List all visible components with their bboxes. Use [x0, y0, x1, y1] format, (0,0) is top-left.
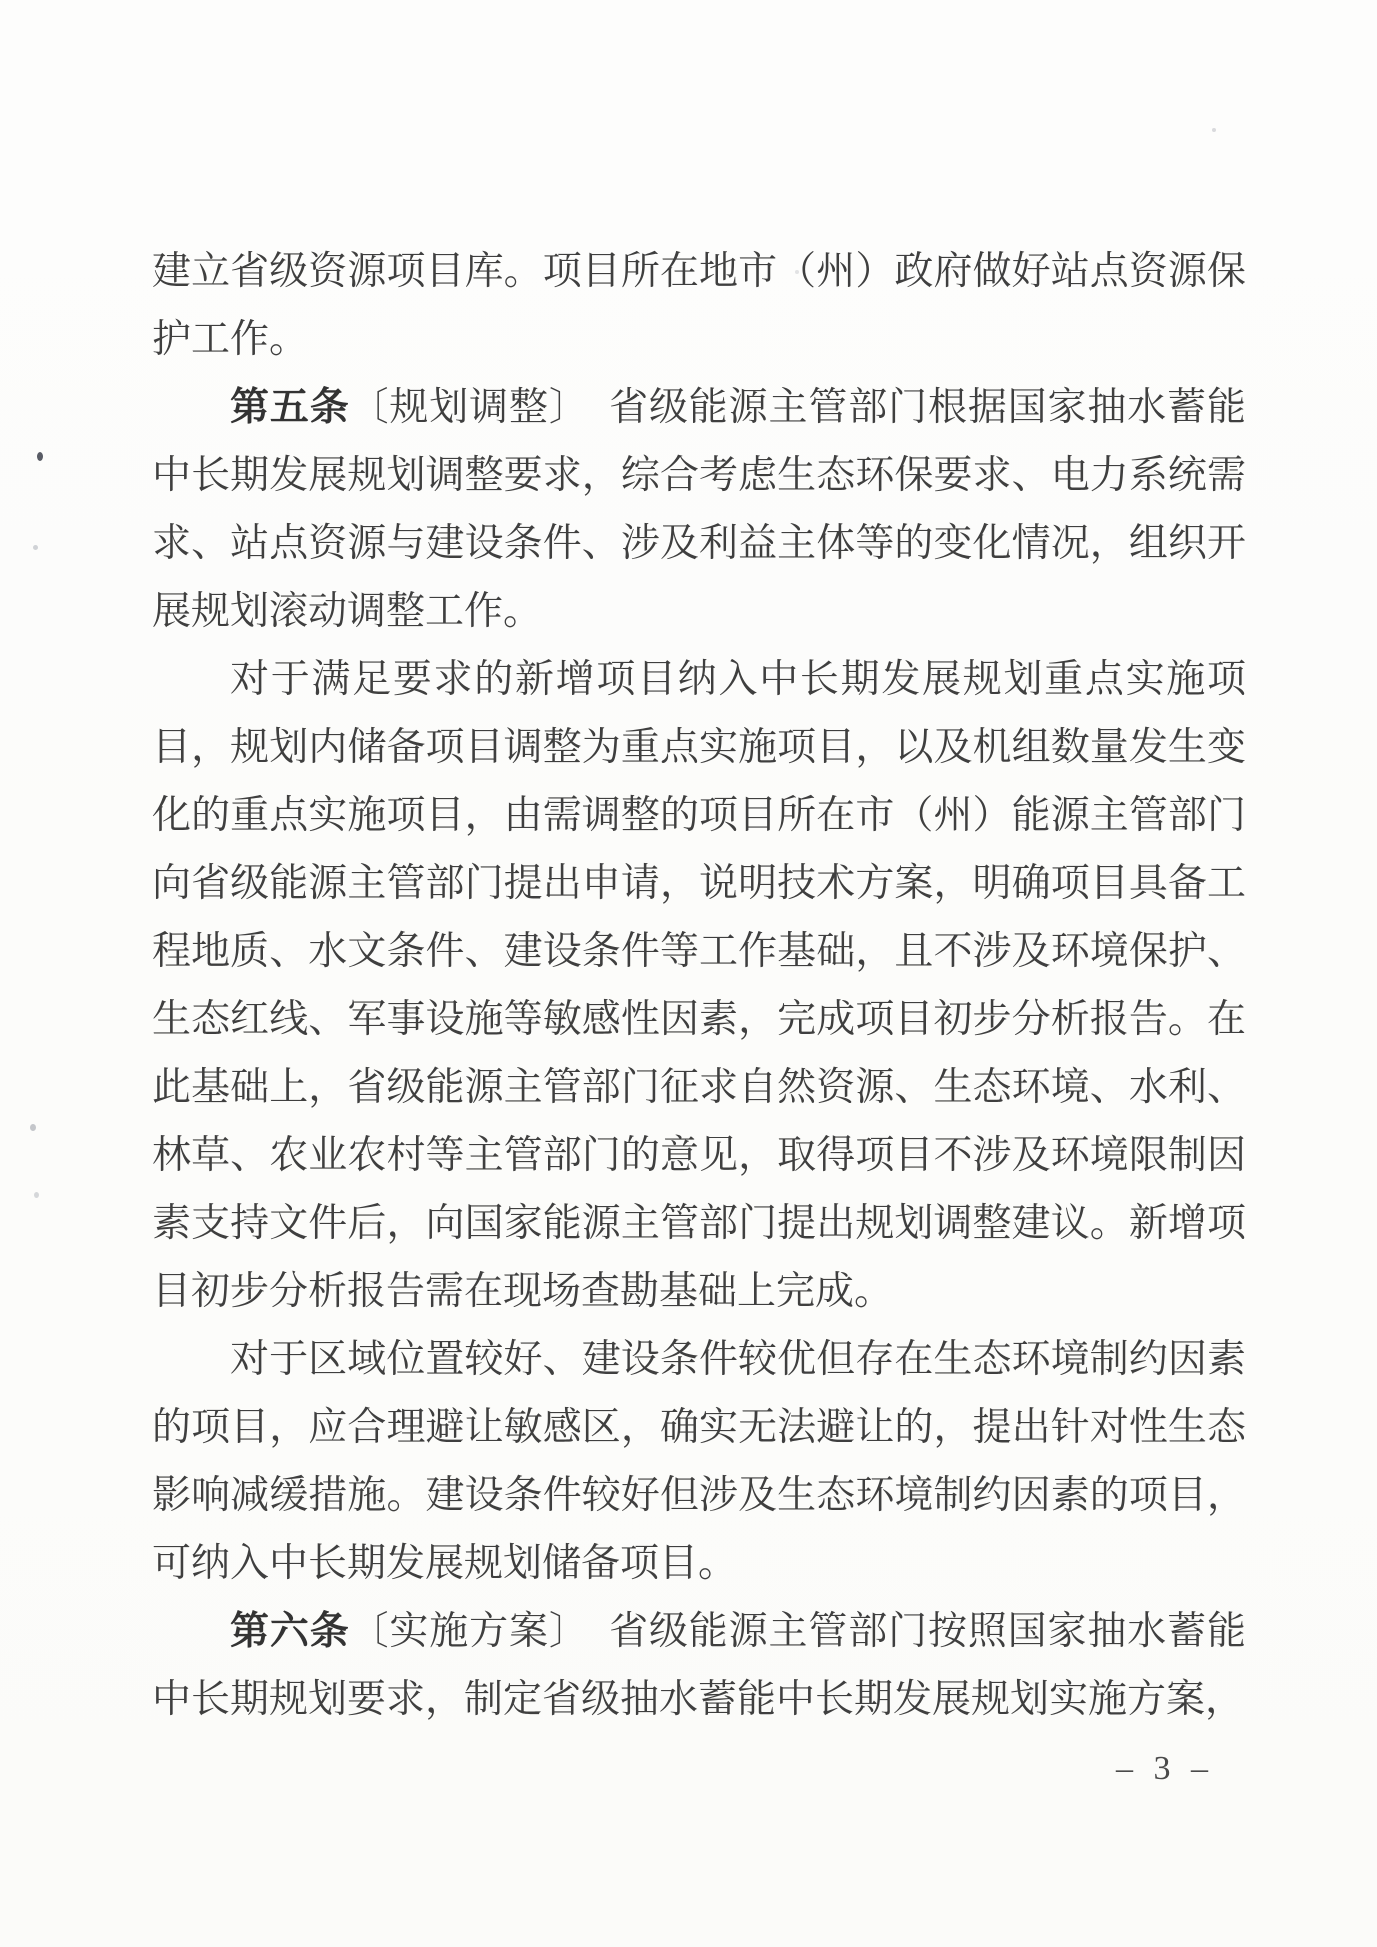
article-number: 第六条 — [230, 1610, 350, 1653]
paragraph-text: 〔实施方案〕 省级能源主管部门按照国家抽水蓄能中长期规划要求，制定省级抽水蓄能中长期发展规划实施方案， — [152, 1610, 1246, 1721]
paragraph-text: 〔规划调整〕 省级能源主管部门根据国家抽水蓄能中长期发展规划调整要求，综合考虑生态环保要求、电力系统需求、站点资源与建设条件、涉及利益主体等的变化情况，组织开展规划滚动调整工作。 — [152, 386, 1246, 633]
paragraph-text: 建立省级资源项目库。项目所在地市（州）政府做好站点资源保护工作。 — [152, 250, 1246, 361]
paragraph-continuation — [152, 238, 1246, 374]
scan-speck — [30, 1124, 36, 1131]
paragraph-eco-constraint — [152, 1326, 1246, 1598]
article-number: 第五条 — [230, 386, 350, 429]
text-column — [152, 238, 1246, 1734]
scan-speck — [37, 452, 43, 461]
paragraph-article-5 — [152, 374, 1246, 646]
paragraph-text: 对于区域位置较好、建设条件较优但存在生态环境制约因素的项目，应合理避让敏感区，确实无法避让的，提出针对性生态影响减缓措施。建设条件较好但涉及生态环境制约因素的项目，可纳入中长期发展规划储备项目。 — [152, 1338, 1246, 1585]
paragraph-adjustment-procedure — [152, 646, 1246, 1326]
paragraph-text: 对于满足要求的新增项目纳入中长期发展规划重点实施项目，规划内储备项目调整为重点实施项目，以及机组数量发生变化的重点实施项目，由需调整的项目所在市（州）能源主管部门向省级能源主管部门提出申请，说明技术方案，明确项目具备工程地质、水文条件、建设条件等工作基础，且不涉及环境保护、生态红线、军事设施等敏感性因素，完成项目初步分析报告。在此基础上，省级能源主管部门征求自然资源、生态环境、水利、林草、农业农村等主管部门的意见，取得项目不涉及环境限制因素支持文件后，向国家能源主管部门提出规划调整建议。新增项目初步分析报告需在现场查勘基础上完成。 — [152, 658, 1246, 1313]
scan-speck — [33, 545, 38, 550]
scan-speck — [34, 1192, 39, 1198]
scan-speck — [1212, 128, 1216, 132]
paragraph-article-6 — [152, 1598, 1246, 1734]
page-number: – 3 – — [1116, 1750, 1214, 1787]
